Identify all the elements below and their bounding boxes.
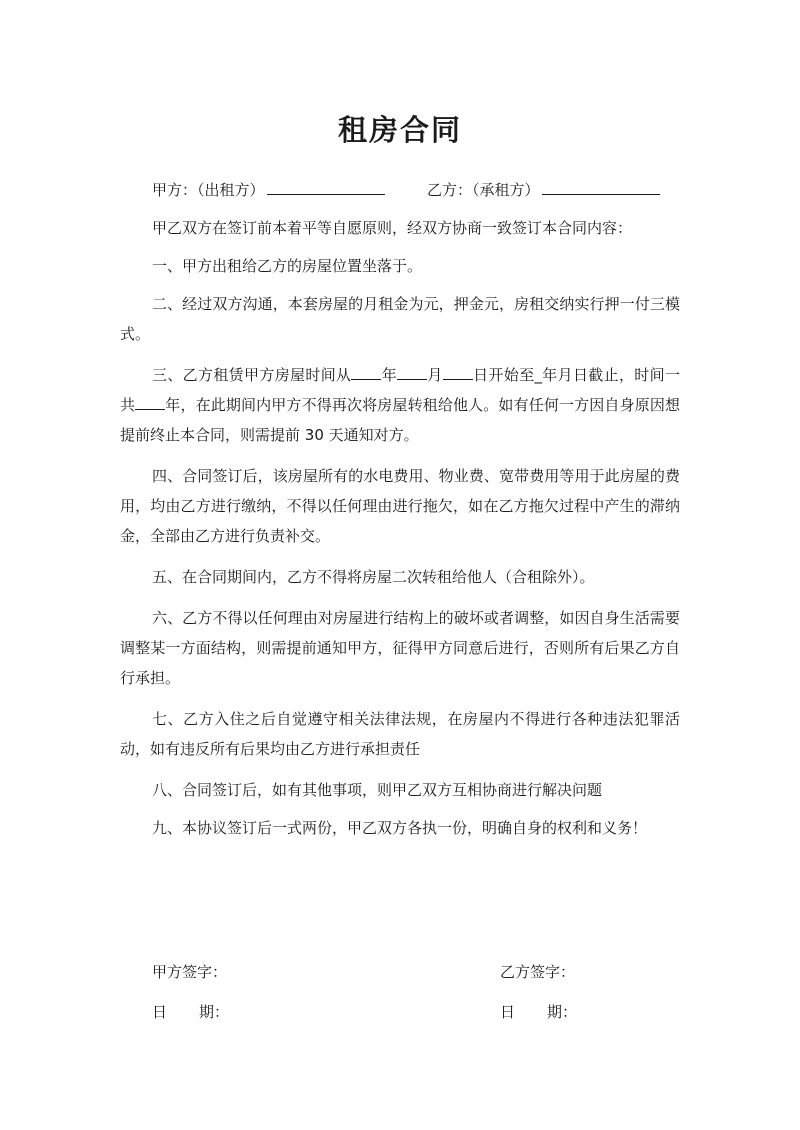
clause-1: 一、甲方出租给乙方的房屋位置坐落于。 — [152, 257, 423, 275]
clause-3-part3: 月 — [427, 366, 443, 384]
date-char-2: 期： — [199, 1003, 230, 1021]
clause-9: 九、本协议签订后一式两份，甲乙双方各执一份，明确自身的权利和义务！ — [152, 819, 648, 837]
party-b-date-label — [500, 1000, 577, 1024]
clause-5: 五、在合同期间内，乙方不得将房屋二次转租给他人（合租除外）。 — [152, 568, 595, 586]
start-month-blank — [397, 364, 427, 380]
date-char-2: 期： — [547, 1003, 578, 1021]
clause-3-part2: 年 — [381, 366, 398, 384]
start-day-blank — [443, 364, 473, 380]
duration-years-blank — [135, 394, 165, 410]
clause-3-part4: 日开始至_年月日截止，时间一共 — [120, 366, 680, 414]
party-a-name-blank — [267, 179, 385, 195]
date-char-1: 日 — [152, 1003, 168, 1021]
clause-3 — [120, 360, 680, 450]
party-a-signature-label: 甲方签字： — [152, 963, 228, 981]
party-b-label: 乙方：（承租方） — [427, 181, 540, 199]
clause-3-part1: 三、乙方租赁甲方房屋时间从 — [152, 366, 352, 384]
party-a-date-label — [152, 1000, 229, 1024]
clause-7: 七、乙方入住之后自觉遵守相关法律法规，在房屋内不得进行各种违法犯罪活动，如有违反所有后果均由乙方进行承担责任 — [120, 710, 680, 758]
clause-6: 六、乙方不得以任何理由对房屋进行结构上的破坏或者调整，如因自身生活需要调整某一方面结构，则需提前通知甲方，征得甲方同意后进行，否则所有后果乙方自行承担。 — [120, 609, 680, 687]
party-a-label: 甲方：（出租方） — [152, 181, 265, 199]
document-title: 租房合同 — [337, 113, 462, 147]
contract-body — [120, 213, 680, 851]
party-b-name-blank — [542, 179, 660, 195]
clause-3-part5: 年，在此期间内甲方不得再次将房屋转租给他人。如有任何一方因自身原因想提前终止本合同，则需提前 30 天通知对方。 — [120, 396, 680, 444]
clause-4: 四、合同签订后，该房屋所有的水电费用、物业费、宽带费用等用于此房屋的费用，均由乙方进行缴纳，不得以任何理由进行拖欠，如在乙方拖欠过程中产生的滞纳金，全部由乙方进行负责补交。 — [120, 467, 680, 545]
clause-2: 二、经过双方沟通，本套房屋的月租金为元，押金元，房租交纳实行押一付三模式。 — [120, 295, 680, 343]
start-year-blank — [351, 364, 381, 380]
party-a — [152, 178, 385, 202]
party-b — [427, 178, 660, 202]
party-b-signature-label: 乙方签字： — [500, 963, 576, 981]
date-char-1: 日 — [500, 1003, 516, 1021]
clause-8: 八、合同签订后，如有其他事项，则甲乙双方互相协商进行解决问题 — [152, 781, 603, 799]
intro-paragraph: 甲乙双方在签订前本着平等自愿原则，经双方协商一致签订本合同内容： — [152, 219, 633, 237]
